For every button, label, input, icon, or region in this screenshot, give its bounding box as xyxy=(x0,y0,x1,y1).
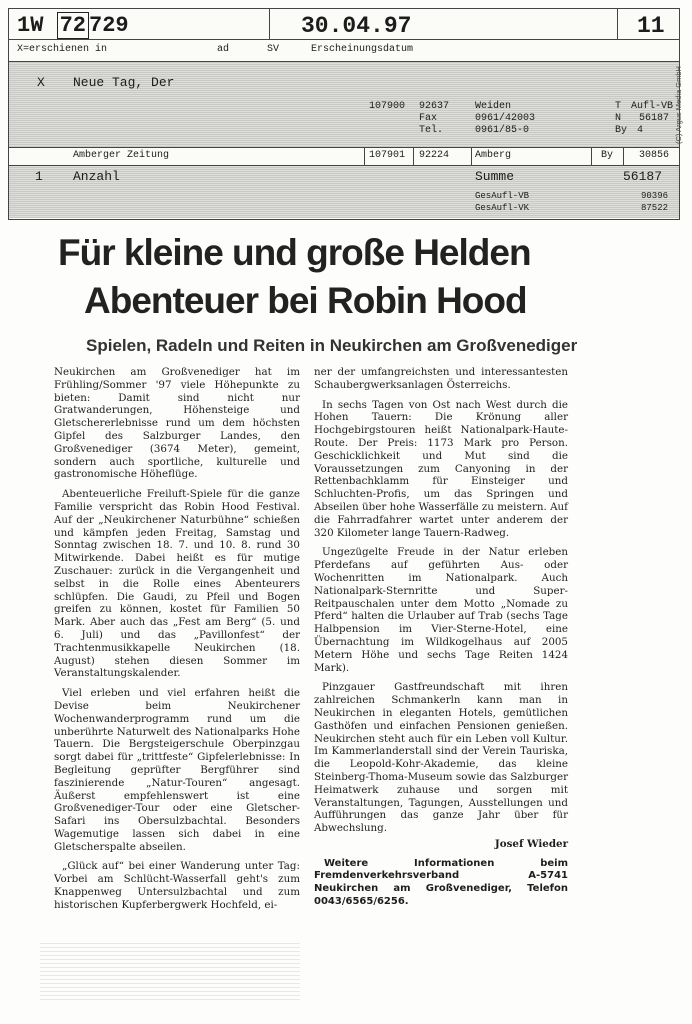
paragraph: „Glück auf“ bei einer Wanderung unter Tag: Vorbei am Schlücht-Wasserfall geht's zum Knappenweg Untersulzbachtal und zum historischen Kupferbergwerk Hochfeld, ei- xyxy=(54,860,300,911)
copyright-text: (C) Argus Media GmbH xyxy=(674,66,683,144)
paragraph: Abenteuerliche Freiluft-Spiele für die ganze Familie verspricht das Robin Hood Festival. Auf der „Neukirchener Naturbühne“ schießen und kämpfen jeden Freitag, Samstag und Sonntag zwischen 18. 7. und 10. 8. rund 30 Mitwirkende. Dabei heißt es für mutige Zuschauer: zurück in die Vergangenheit und selbst in die Rolle eines Abenteurers schlüpfen. Die Gaudi, zu Pfeil und Bogen greifen zu können, kostet für Familien 50 Mark. Aber auch das „Fest am Berg“ (5. und 6. Juli) und das „Pavillonfest“ der Trachtenmusikkapelle Neukirchen (18. August) stehen diesen Sommer im Veranstaltungskalender. xyxy=(54,488,300,680)
pub-city: Weiden xyxy=(475,101,512,112)
pub-by-value: 4 xyxy=(637,125,644,136)
clip-page: 11 xyxy=(637,13,665,39)
clip-date: 30.04.97 xyxy=(301,13,412,39)
paragraph: ner der umfangreichsten und interessantesten Schaubergwerksanlagen Österreichs. xyxy=(314,366,568,391)
clip-code xyxy=(17,13,129,38)
paragraph: Pinzgauer Gastfreundschaft mit ihren zahlreichen Schmankerln kann man in Neukirchen in eleganten Hotels, gemütlichen Gasthöfen und einfachen Pensionen genießen. Neukirchen steht auch für ein Leben voll Kultur. Im Kammerlanderstall sind der Verein Tauriska, die Leopold-Kohr-Akademie, das kleine Steinberg-Thoma-Museum sowie das Salzburger Heimatwerk zuhause und sorgen mit Veranstaltungen, Tagungen, Ausstellungen und Aufführungen das ganze Jahr über für Abwechslung. xyxy=(314,681,568,835)
paragraph: Ungezügelte Freude in der Natur erleben Pferdefans auf geführten Aus- oder Wochenritten im Nationalpark. Auch Nationalpark-Sternritte und Super-Reitpauschalen unter dem Motto „Nomade zu Pferd“ halten die Urlauber auf Trab (sechs Tage Halbpension im Vier-Sterne-Hotel, eine Übernachtung im Wildkogelhaus auf 2005 Metern Höhe und sechs Tage Reiten 1424 Mark). xyxy=(314,546,568,674)
sub-pub-postal: 92224 xyxy=(419,150,450,161)
pub-type-letter: T xyxy=(615,101,622,112)
pub-mark: X xyxy=(37,75,45,90)
scan-bleed-through xyxy=(40,940,300,1000)
subheadline: Spielen, Radeln und Reiten in Neukirchen am Großvenediger xyxy=(86,336,578,355)
paragraph: In sechs Tagen von Ost nach West durch die Hohen Tauern: Die Krönung aller Hochgebirgstouren heißt Nationalpark-Haute-Route. Der Preis: 1173 Mark pro Person. Geschicklichkeit und Mut sind die Voraussetzungen zum Canyoning in der Rettenbachklamm für Einsteiger und Schluchten-Profis, um das Springen und Abseilen über hohe Wasserfälle zu meistern. Auf die Fahrradfahrer wartet unter anderem der 320 Kilometer lange Tauern-Radweg. xyxy=(314,398,568,539)
gesaufl-vk-label: GesAufl-VK xyxy=(475,203,530,213)
sub-pub-by-label: By xyxy=(601,150,614,161)
label-erscheinungsdatum: Erscheinungsdatum xyxy=(311,44,414,55)
clip-code-suffix: 729 xyxy=(89,13,129,38)
author-signature: Josef Wieder xyxy=(494,837,568,850)
fax-label: Fax xyxy=(419,113,438,124)
summary-sum-label: Summe xyxy=(475,169,515,184)
sub-pub-code: 107901 xyxy=(369,150,406,161)
pub-postal: 92637 xyxy=(419,101,450,112)
copyright-side-label xyxy=(674,6,686,146)
sub-pub-city: Amberg xyxy=(475,150,512,161)
article-column-2 xyxy=(314,366,568,916)
pub-name: Neue Tag, Der xyxy=(73,75,175,90)
paragraph: Neukirchen am Großvenediger hat im Frühling/Sommer '97 viele Höhepunkte zu bieten: Damit sind nicht nur Gratwanderungen, Höhensteige und Gletschererlebnisse rund um dem höchsten Gipfel des Salzburger Landes, den Großvenediger (3674 Meter), gemeint, sondern auch sportliche, kulturelle und gastronomische Höheflüge. xyxy=(54,366,300,481)
pub-code: 107900 xyxy=(369,101,406,112)
headline-line-2: Abenteuer bei Robin Hood xyxy=(84,280,527,321)
tel-number: 0961/85-0 xyxy=(475,125,530,136)
pub-by-label: By xyxy=(615,125,628,136)
label-erschienen: X=erschienen in xyxy=(17,44,108,55)
pub-type: Aufl-VB xyxy=(631,101,674,112)
summary-sum-value: 56187 xyxy=(623,169,663,184)
summary-count: 1 xyxy=(35,169,43,184)
pub-n-letter: N xyxy=(615,113,622,124)
label-ad: ad xyxy=(217,44,230,55)
clip-code-prefix: 1W xyxy=(17,13,44,38)
clip-code-box: 72 xyxy=(57,12,89,39)
main-publication-band xyxy=(9,61,679,147)
label-sv: SV xyxy=(267,44,280,55)
sub-pub-name: Amberger Zeitung xyxy=(73,150,170,161)
gesaufl-vk-value: 87522 xyxy=(641,203,669,213)
info-box: Weitere Informationen beim Fremdenverkehrsverband A-5741 Neukirchen am Großvenediger, Telefon 0043/6565/6256. xyxy=(314,857,568,908)
gesaufl-vb-value: 90396 xyxy=(641,191,669,201)
tel-label: Tel. xyxy=(419,125,444,136)
pub-n-value: 56187 xyxy=(639,113,670,124)
summary-count-label: Anzahl xyxy=(73,169,120,184)
sub-pub-value: 30856 xyxy=(639,150,670,161)
clipping-header xyxy=(8,8,680,220)
article-column-1 xyxy=(54,366,300,919)
headline-line-1: Für kleine und große Helden xyxy=(58,232,531,273)
gesaufl-vb-label: GesAufl-VB xyxy=(475,191,530,201)
paragraph: Viel erleben und viel erfahren heißt die Devise beim Neukirchener Wochenwanderprogramm rund um die unberührte Naturwelt des Nationalparks Hohe Tauern. Die Bergsteigerschule Oberpinzgau sorgt dabei für „trittfeste“ Gipfelerlebnisse: In Begleitung geprüfter Bergführer sind faszinierende „Natur-Touren“ angesagt. Äußerst empfehlenswert ist eine Großvenediger-Tour oder eine Gletscher-Safari ins Obersulzbachtal. Besonders Wagemutige lassen sich dabei in eine Gletscherspalte abseilen. xyxy=(54,687,300,853)
fax-number: 0961/42003 xyxy=(475,113,536,124)
